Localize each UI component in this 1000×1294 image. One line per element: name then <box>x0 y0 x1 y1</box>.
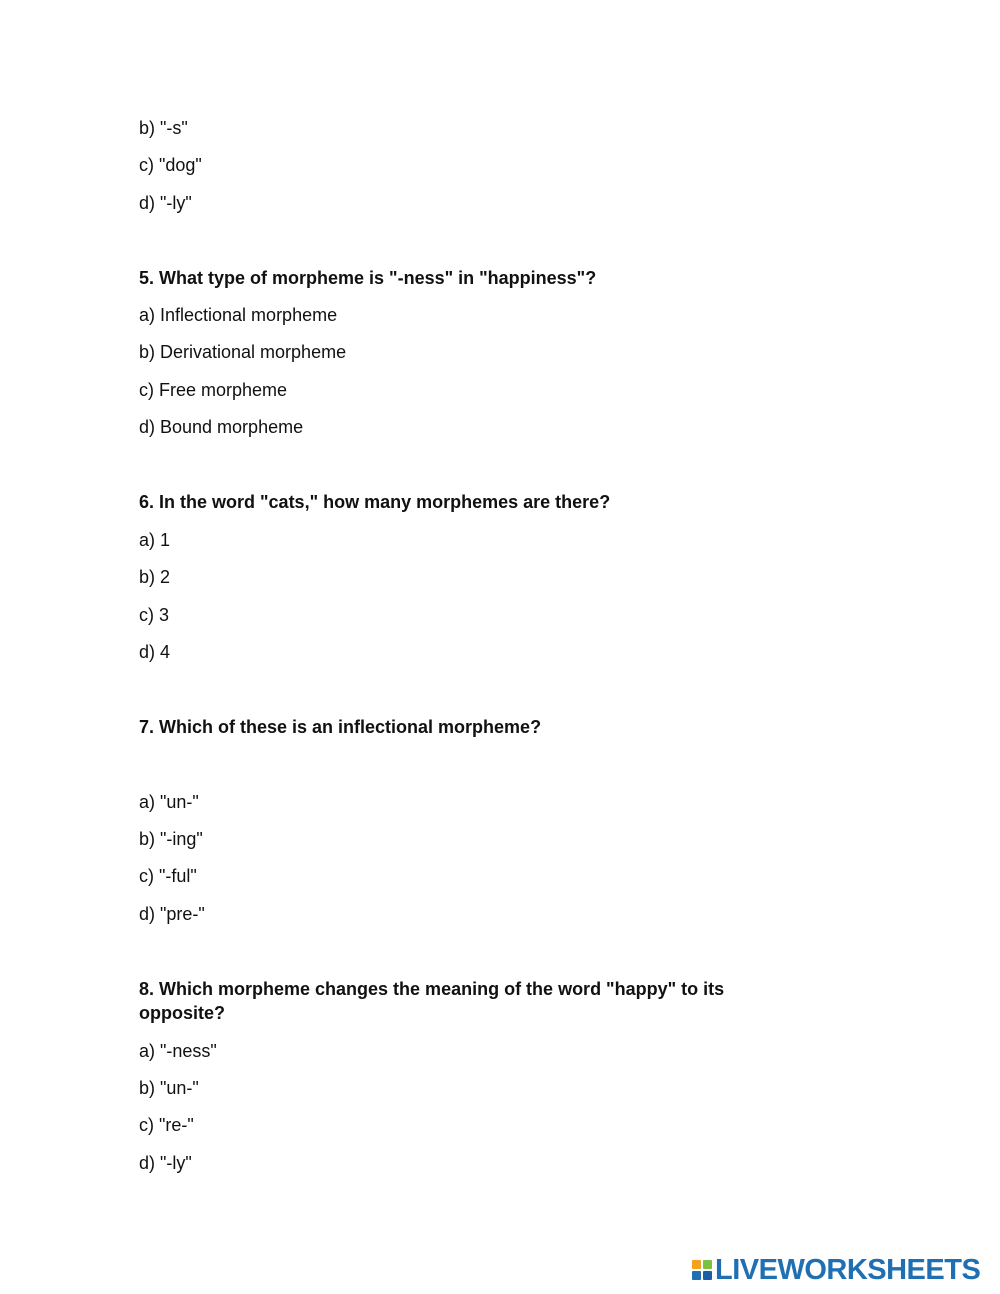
option-b: b) "-s" <box>139 118 188 138</box>
liveworksheets-logo <box>692 1254 980 1286</box>
logo-tile-icon <box>703 1271 712 1280</box>
logo-text: LIVEWORKSHEETS <box>715 1254 981 1286</box>
question-6: 6. In the word "cats," how many morphemes are there? <box>139 492 611 512</box>
option-b: b) "-ing" <box>139 829 203 849</box>
option-c: c) "-ful" <box>139 866 197 886</box>
question-7: 7. Which of these is an inflectional morpheme? <box>139 717 542 737</box>
option-c: c) Free morpheme <box>139 380 288 400</box>
logo-tile-icon <box>692 1271 701 1280</box>
question-5: 5. What type of morpheme is "-ness" in "happiness"? <box>139 268 597 288</box>
option-a: a) "un-" <box>139 792 199 812</box>
option-b: b) Derivational morpheme <box>139 342 347 362</box>
logo-tile-icon <box>703 1260 712 1269</box>
option-b: b) "un-" <box>139 1078 199 1098</box>
question-8: 8. Which morpheme changes the meaning of the word "happy" to its opposite? <box>139 979 725 1023</box>
option-d: d) "pre-" <box>139 904 205 924</box>
logo-tile-icon <box>692 1260 701 1269</box>
option-d: d) "-ly" <box>139 1153 192 1173</box>
option-c: c) "re-" <box>139 1115 194 1135</box>
option-a: a) Inflectional morpheme <box>139 305 338 325</box>
option-d: d) Bound morpheme <box>139 417 304 437</box>
option-c: c) "dog" <box>139 155 202 175</box>
option-c: c) 3 <box>139 605 170 625</box>
option-d: d) 4 <box>139 642 171 662</box>
liveworksheets-logo-icon <box>692 1260 712 1280</box>
option-a: a) 1 <box>139 530 171 550</box>
option-d: d) "-ly" <box>139 193 192 213</box>
option-b: b) 2 <box>139 567 171 587</box>
option-a: a) "-ness" <box>139 1041 217 1061</box>
